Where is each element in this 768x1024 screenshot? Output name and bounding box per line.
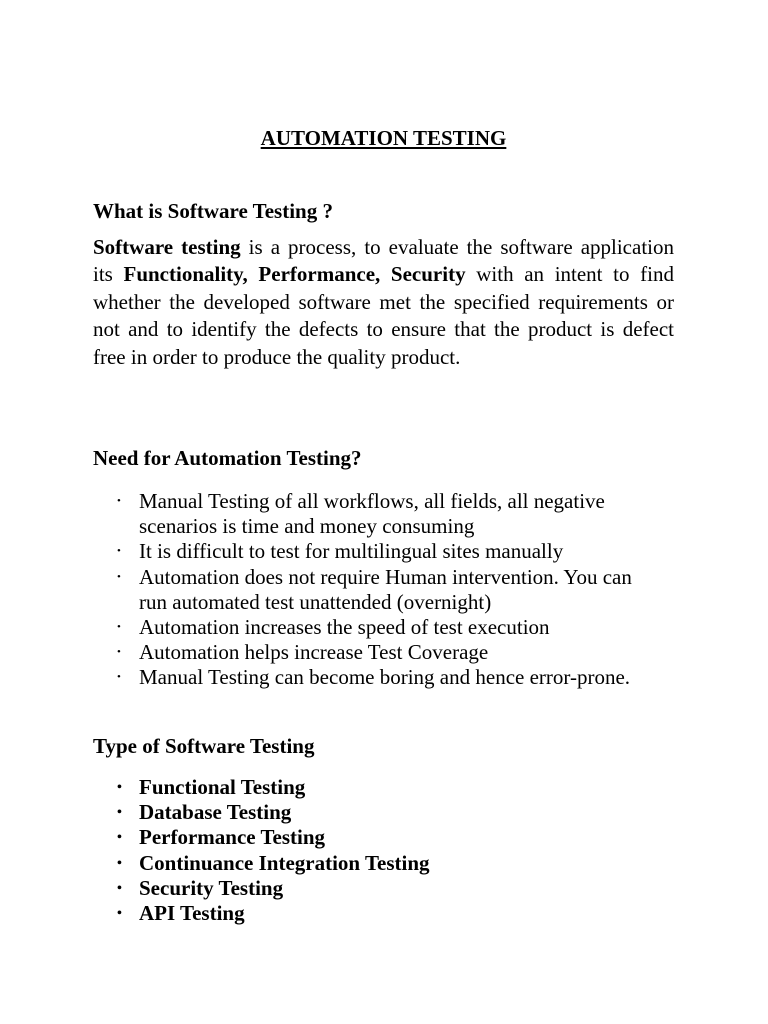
bullet-icon: • [117,545,121,558]
bullet-icon: • [117,671,121,684]
need-list [93,489,674,691]
list-item-text: Database Testing [139,800,292,825]
heading-need-for-automation: Need for Automation Testing? [93,446,362,470]
bullet-icon: • [117,855,122,871]
list-item [93,775,674,800]
list-item-text: Functional Testing [139,775,306,799]
list-item-text: Manual Testing can become boring and hence error-prone. [139,665,631,690]
bullet-icon: • [117,621,121,634]
list-item [93,825,674,850]
bullet-icon: • [117,780,122,795]
list-item [93,539,674,564]
bullet-icon: • [117,830,122,846]
bullet-icon: • [117,880,122,896]
list-item-text: Manual Testing of all workflows, all fields, all negative scenarios is time and money consuming [139,489,605,539]
list-item-text: Automation increases the speed of test execution [139,615,550,640]
intro-bold-term: Software testing [93,235,241,259]
list-item-text: Security Testing [139,875,284,900]
intro-text-2: with an intent to find whether the developed software met the specified requirements or not and to identify the defects to ensure that the product is defect free in order to produce the quality product. [93,262,674,369]
heading-type-of-software-testing: Type of Software Testing [93,734,315,758]
document-title: AUTOMATION TESTING [260,126,507,150]
bullet-icon: • [117,906,122,922]
list-item-text: It is difficult to test for multilingual sites manually [139,539,564,564]
list-item-text: Automation helps increase Test Coverage [139,640,489,665]
list-item-text: API Testing [139,901,245,926]
bullet-icon: • [117,646,121,659]
list-item [93,876,674,901]
list-item [93,665,674,690]
list-item [93,615,674,640]
list-item [93,489,674,539]
bullet-icon: • [117,495,121,507]
list-item-text: Performance Testing [139,825,326,850]
list-item [93,565,674,615]
list-item [93,901,674,926]
list-item-text: Automation does not require Human intervention. You can run automated test unattended (overnight) [139,564,632,614]
list-item [93,640,674,665]
list-item [93,851,674,876]
list-item-text: Continuance Integration Testing [139,850,430,875]
bullet-icon: • [117,805,122,821]
heading-what-is-software-testing: What is Software Testing ? [93,199,333,223]
intro-bold-attributes: Functionality, Performance, Security [123,262,466,287]
intro-text-1: is a process, to evaluate the software application its [93,235,674,287]
bullet-icon: • [117,570,121,583]
intro-paragraph [93,234,674,371]
type-list [93,775,674,926]
list-item [93,800,674,825]
